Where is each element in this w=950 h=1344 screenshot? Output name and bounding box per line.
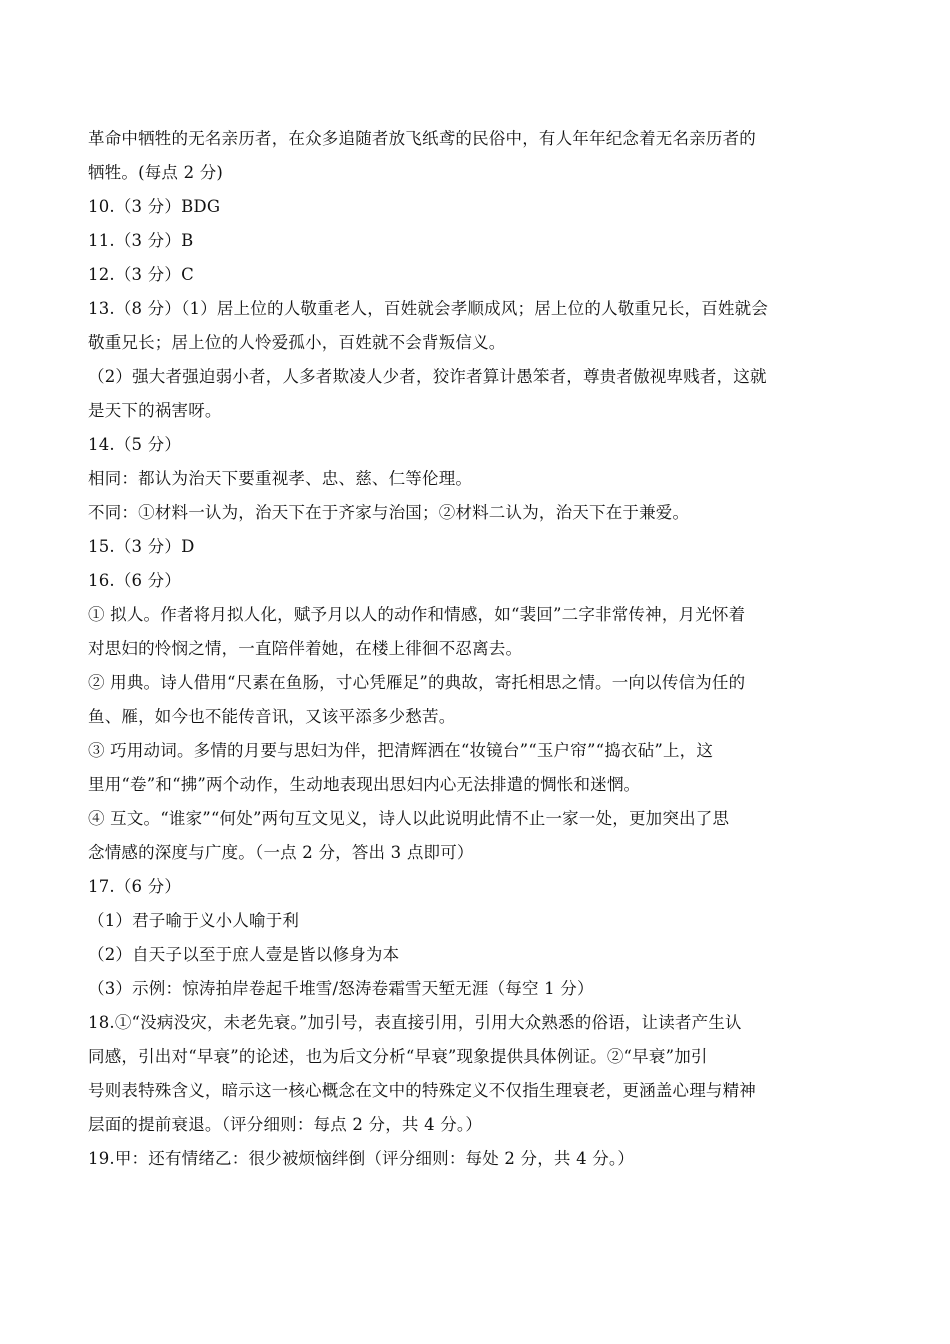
text-line: 里用“卷”和“拂”两个动作，生动地表现出思妇内心无法排遣的惆怅和迷惘。 [88,775,641,794]
text-line: 敬重兄长；居上位的人怜爱孤小，百姓就不会背叛信义。 [88,333,506,352]
answer-17: 17.（6 分） [88,877,182,896]
answer-12: 12.（3 分）C [88,265,194,284]
text-line: （1）君子喻于义小人喻于利 [88,911,300,930]
text-line: 是天下的祸害呀。 [88,401,222,420]
text-line: （2）强大者强迫弱小者，人多者欺凌人少者，狡诈者算计愚笨者，尊贵者傲视卑贱者，这就 [88,367,767,386]
text-line: ③ 巧用动词。多情的月要与思妇为伴，把清辉洒在“妆镜台”“玉户帘”“捣衣砧”上，这 [88,741,714,760]
answer-10: 10.（3 分）BDG [88,197,221,216]
text-line: 牺牲。(每点 2 分) [88,163,224,182]
text-line: 鱼、雁，如今也不能传音讯，又该平添多少愁苦。 [88,707,456,726]
answer-11: 11.（3 分）B [88,231,194,250]
text-line: 对思妇的怜悯之情，一直陪伴着她，在楼上徘徊不忍离去。 [88,639,523,658]
text-line: 相同：都认为治天下要重视孝、忠、慈、仁等伦理。 [88,469,473,488]
answer-key-body [88,122,868,1176]
text-line: ④ 互文。“谁家”“何处”两句互文见义，诗人以此说明此情不止一家一处，更加突出了思 [88,809,730,828]
text-line: 号则表特殊含义，暗示这一核心概念在文中的特殊定义不仅指生理衰老，更涵盖心理与精神 [88,1081,756,1100]
text-line: ② 用典。诗人借用“尺素在鱼肠，寸心凭雁足”的典故，寄托相思之情。一向以传信为任的 [88,673,746,692]
answer-19: 19.甲：还有情绪乙：很少被烦恼绊倒（评分细则：每处 2 分，共 4 分。） [88,1149,635,1168]
answer-18: 18.①“没病没灾，未老先衰。”加引号，表直接引用，引用大众熟悉的俗语，让读者产生认 [88,1013,742,1032]
text-line: 不同：①材料一认为，治天下在于齐家与治国；②材料二认为，治天下在于兼爱。 [88,503,690,522]
text-line: 革命中牺牲的无名亲历者，在众多追随者放飞纸鸢的民俗中，有人年年纪念着无名亲历者的 [88,129,756,148]
answer-15: 15.（3 分）D [88,537,195,556]
text-line: ① 拟人。作者将月拟人化，赋予月以人的动作和情感，如“裴回”二字非常传神，月光怀着 [88,605,746,624]
answer-16: 16.（6 分） [88,571,182,590]
text-line: 念情感的深度与广度。（一点 2 分，答出 3 点即可） [88,843,474,862]
text-line: （3）示例：惊涛拍岸卷起千堆雪/怒涛卷霜雪天堑无涯（每空 1 分） [88,979,594,998]
text-line: （2）自天子以至于庶人壹是皆以修身为本 [88,945,400,964]
text-line: 同感，引出对“早衰”的论述，也为后文分析“早衰”现象提供具体例证。②“早衰”加引 [88,1047,708,1066]
text-line: 层面的提前衰退。（评分细则：每点 2 分，共 4 分。） [88,1115,483,1134]
answer-13: 13.（8 分）（1）居上位的人敬重老人，百姓就会孝顺成风；居上位的人敬重兄长，百姓就会 [88,299,769,318]
answer-14: 14.（5 分） [88,435,182,454]
